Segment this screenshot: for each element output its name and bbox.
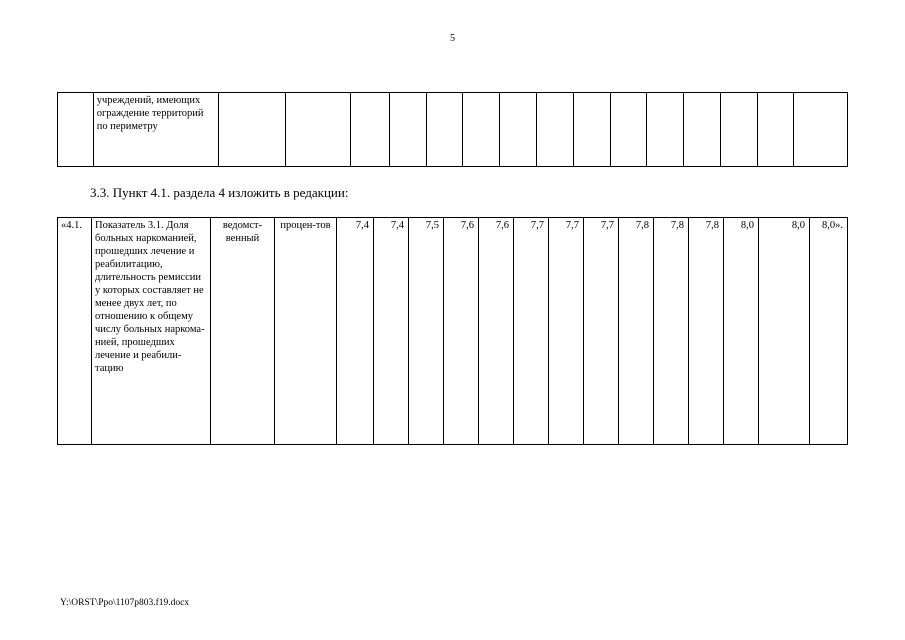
section-heading: 3.3. Пункт 4.1. раздела 4 изложить в редакции: — [90, 185, 349, 200]
value-cell — [218, 93, 285, 167]
unit-cell: процен-тов — [275, 218, 337, 445]
value-cell — [389, 93, 426, 167]
value-cell — [351, 93, 390, 167]
value-cell — [426, 93, 463, 167]
table-row — [58, 218, 848, 445]
value-cell: 7,4 — [337, 218, 374, 445]
value-cell — [647, 93, 684, 167]
value-cell — [610, 93, 647, 167]
indicator-text: Показатель 3.1. Доля больных наркоманией, прошедших лечение и реабилитацию, длительность ремиссии у которых составляет не менее двух лет, по отношению к общему числу больных наркома-нией, прошедших лечение и реабили-тацию — [92, 218, 211, 445]
value-cell: 7,5 — [409, 218, 444, 445]
value-cell: 8,0». — [810, 218, 848, 445]
value-cell: 8,0 — [724, 218, 759, 445]
value-cell — [500, 93, 537, 167]
value-cell — [720, 93, 757, 167]
value-cell — [794, 93, 848, 167]
value-cell: 7,8 — [689, 218, 724, 445]
value-cell: 7,4 — [374, 218, 409, 445]
item-number: «4.1. — [58, 218, 92, 445]
value-cell — [684, 93, 721, 167]
value-cell: 7,6 — [444, 218, 479, 445]
value-cell: 7,6 — [479, 218, 514, 445]
indicator-type: ведомст-венный — [211, 218, 275, 445]
value-cell: 7,8 — [654, 218, 689, 445]
value-cell — [536, 93, 573, 167]
value-cell: 7,7 — [514, 218, 549, 445]
value-cell: 7,7 — [584, 218, 619, 445]
value-cell — [757, 93, 794, 167]
value-cell — [285, 93, 350, 167]
value-cell: 8,0 — [759, 218, 810, 445]
number-cell — [58, 93, 94, 167]
page-number: 5 — [450, 33, 455, 44]
continuation-table — [57, 92, 848, 167]
file-path-footer: Y:\ORST\Ppo\1107p803.f19.docx — [60, 598, 190, 608]
indicator-table — [57, 217, 848, 445]
table-row — [58, 93, 848, 167]
value-cell — [573, 93, 610, 167]
value-cell: 7,8 — [619, 218, 654, 445]
indicator-cell: учреждений, имеющих ограждение территорий по периметру — [93, 93, 218, 167]
value-cell: 7,7 — [549, 218, 584, 445]
value-cell — [463, 93, 500, 167]
